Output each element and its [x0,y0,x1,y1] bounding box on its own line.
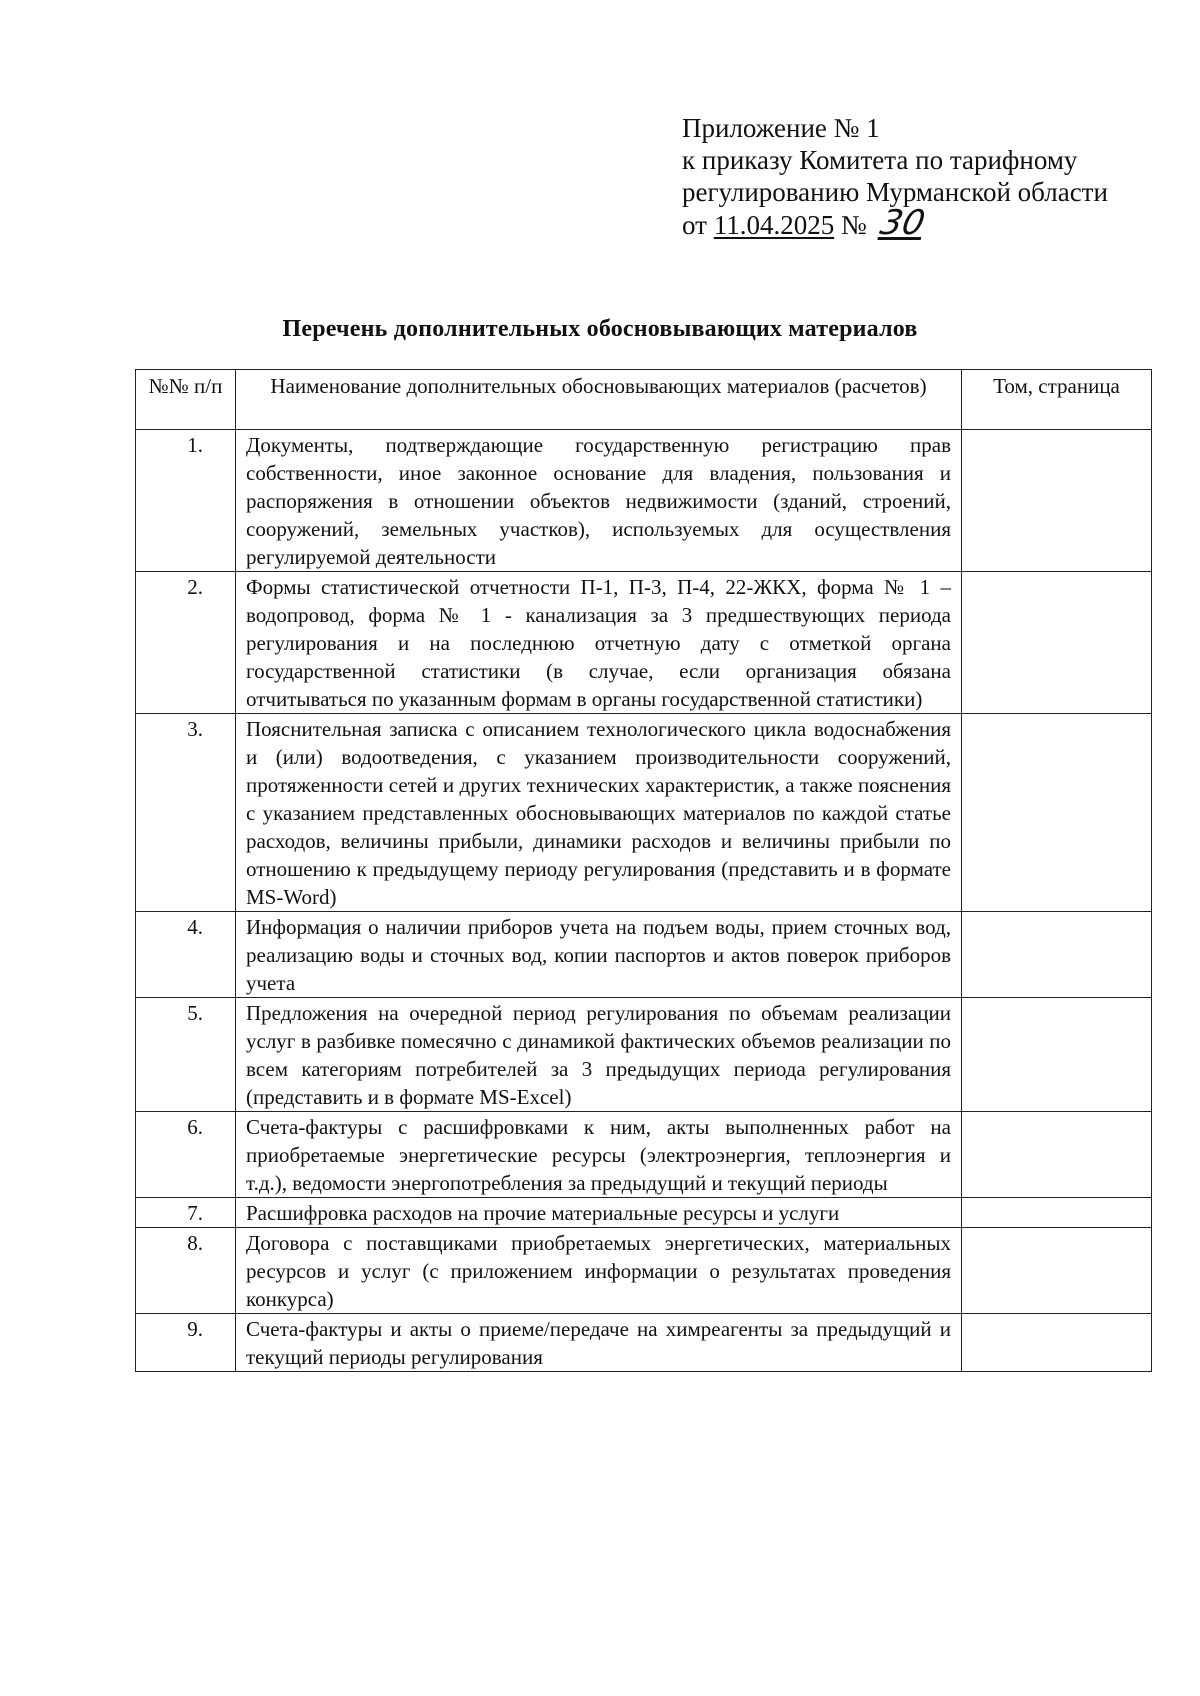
order-date: 11.04.2025 [713,210,835,240]
table-row [136,1112,1152,1198]
row-volume-page [962,1314,1152,1372]
appendix-line-4 [682,203,1108,243]
row-volume-page [962,1228,1152,1314]
row-number: 8. [136,1228,236,1314]
header-volume-page: Том, страница [962,370,1152,430]
appendix-line-1: Приложение № 1 [682,113,880,143]
table-row [136,998,1152,1112]
order-number-handwritten: 30 [877,203,929,243]
row-name: Предложения на очередной период регулирования по объемам реализации услуг в разбивке помесячно с динамикой фактических объемов реализации по всем категориям потребителей за 3 предыдущих периода регулирования (представить и в формате MS-Excel) [236,998,962,1112]
table-row [136,912,1152,998]
row-name: Расшифровка расходов на прочие материальные ресурсы и услуги [236,1198,962,1228]
order-number-sign: № [840,210,867,240]
row-volume-page [962,912,1152,998]
row-name: Договора с поставщиками приобретаемых энергетических, материальных ресурсов и услуг (с приложением информации о результатах проведения конкурса) [236,1228,962,1314]
materials-table [135,369,1152,1372]
table-row [136,1314,1152,1372]
appendix-header [682,112,1108,241]
table-row [136,714,1152,912]
header-number: №№ п/п [136,370,236,430]
table-row [136,1228,1152,1314]
row-number: 3. [136,714,236,912]
row-number: 1. [136,430,236,572]
row-number: 2. [136,572,236,714]
row-number: 7. [136,1198,236,1228]
row-name: Пояснительная записка с описанием технологического цикла водоснабжения и (или) водоотведения, с указанием производительности сооружений, протяженности сетей и других технических характеристик, а также пояснения с указанием представленных обосновывающих материалов по каждой статье расходов, величины прибыли, динамики расходов и величины прибыли по отношению к предыдущему периоду регулирования (представить и в формате MS-Word) [236,714,962,912]
row-number: 9. [136,1314,236,1372]
appendix-line-3: регулированию Мурманской области [682,177,1108,207]
row-number: 6. [136,1112,236,1198]
row-name: Счета-фактуры с расшифровками к ним, акты выполненных работ на приобретаемые энергетические ресурсы (электроэнергия, теплоэнергия и т.д.), ведомости энергопотребления за предыдущий и текущий периоды [236,1112,962,1198]
appendix-line-2: к приказу Комитета по тарифному [682,145,1078,175]
table-row [136,1198,1152,1228]
row-volume-page [962,1198,1152,1228]
row-name: Информация о наличии приборов учета на подъем воды, прием сточных вод, реализацию воды и сточных вод, копии паспортов и актов поверок приборов учета [236,912,962,998]
order-date-prefix: от [682,210,707,240]
row-volume-page [962,1112,1152,1198]
row-number: 5. [136,998,236,1112]
row-volume-page [962,430,1152,572]
row-volume-page [962,714,1152,912]
row-name: Документы, подтверждающие государственную регистрацию прав собственности, иное законное основание для владения, пользования и распоряжения в отношении объектов недвижимости (зданий, строений, сооружений, земельных участков), используемых для осуществления регулируемой деятельности [236,430,962,572]
table-row [136,572,1152,714]
table-row [136,430,1152,572]
document-title: Перечень дополнительных обосновывающих материалов [282,316,918,342]
table-header-row [136,370,1152,430]
row-volume-page [962,998,1152,1112]
row-name: Формы статистической отчетности П-1, П-3, П-4, 22-ЖКХ, форма № 1 – водопровод, форма № 1 - канализация за 3 предшествующих периода регулирования и на последнюю отчетную дату с отметкой органа государственной статистики (в случае, если организация обязана отчитываться по указанным формам в органы государственной статистики) [236,572,962,714]
row-number: 4. [136,912,236,998]
row-volume-page [962,572,1152,714]
row-name: Счета-фактуры и акты о приеме/передаче на химреагенты за предыдущий и текущий периоды регулирования [236,1314,962,1372]
header-name: Наименование дополнительных обосновывающих материалов (расчетов) [236,370,962,430]
